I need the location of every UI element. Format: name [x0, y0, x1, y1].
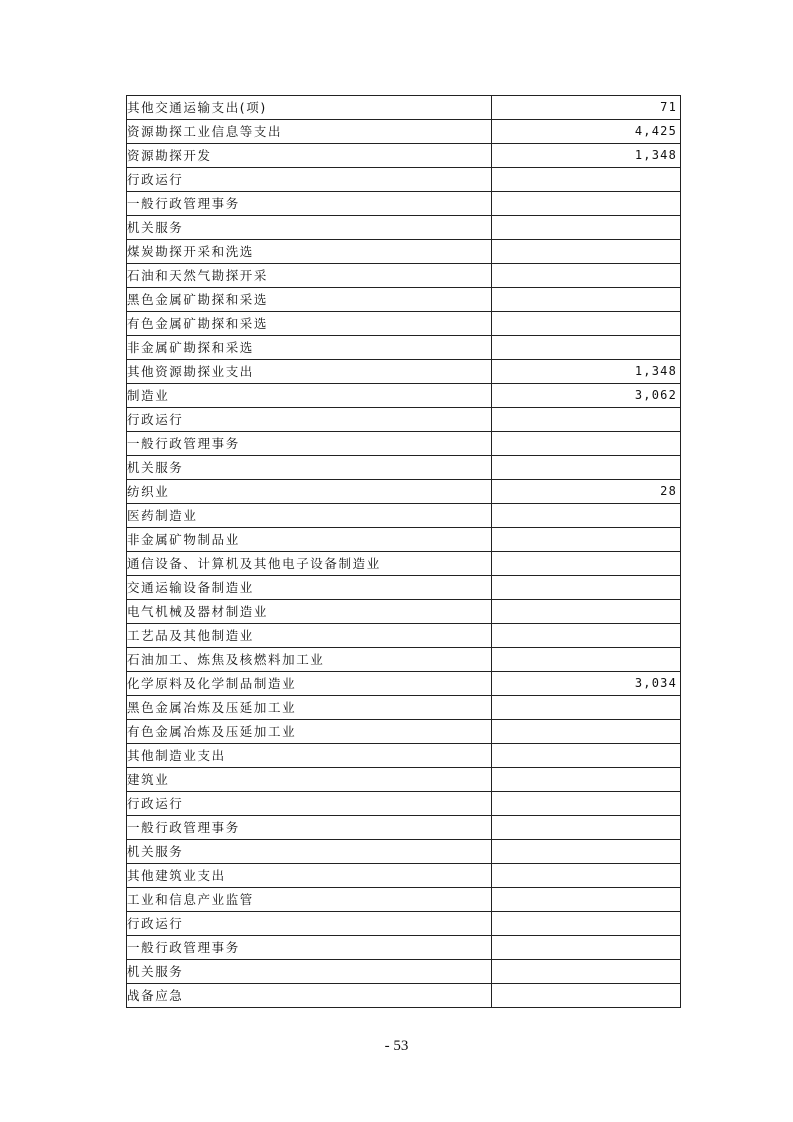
item-name-cell: 医药制造业	[127, 504, 492, 528]
budget-table	[126, 95, 681, 1008]
item-name-cell: 行政运行	[127, 792, 492, 816]
item-name-cell: 制造业	[127, 384, 492, 408]
item-value-cell	[492, 912, 681, 936]
item-name-cell: 有色金属矿勘探和采选	[127, 312, 492, 336]
item-value-cell	[492, 888, 681, 912]
item-name-cell: 通信设备、计算机及其他电子设备制造业	[127, 552, 492, 576]
table-row	[127, 648, 681, 672]
table-row	[127, 528, 681, 552]
item-value-cell	[492, 528, 681, 552]
item-value-cell: 4,425	[492, 120, 681, 144]
item-value-cell	[492, 456, 681, 480]
item-name-cell: 煤炭勘探开采和洗选	[127, 240, 492, 264]
item-name-cell: 有色金属冶炼及压延加工业	[127, 720, 492, 744]
item-value-cell	[492, 936, 681, 960]
item-name-cell: 其他资源勘探业支出	[127, 360, 492, 384]
table-row	[127, 816, 681, 840]
table-row	[127, 168, 681, 192]
item-name-cell: 一般行政管理事务	[127, 432, 492, 456]
item-value-cell	[492, 744, 681, 768]
table-row	[127, 552, 681, 576]
table-row	[127, 720, 681, 744]
table-row	[127, 384, 681, 408]
item-name-cell: 工艺品及其他制造业	[127, 624, 492, 648]
item-name-cell: 行政运行	[127, 408, 492, 432]
item-name-cell: 战备应急	[127, 984, 492, 1008]
table-row	[127, 120, 681, 144]
item-name-cell: 黑色金属冶炼及压延加工业	[127, 696, 492, 720]
table-row	[127, 936, 681, 960]
item-name-cell: 电气机械及器材制造业	[127, 600, 492, 624]
item-name-cell: 交通运输设备制造业	[127, 576, 492, 600]
item-name-cell: 非金属矿物制品业	[127, 528, 492, 552]
table-row	[127, 456, 681, 480]
item-value-cell	[492, 168, 681, 192]
item-name-cell: 行政运行	[127, 912, 492, 936]
item-value-cell	[492, 984, 681, 1008]
item-value-cell	[492, 240, 681, 264]
item-name-cell: 一般行政管理事务	[127, 192, 492, 216]
item-value-cell: 3,062	[492, 384, 681, 408]
item-name-cell: 建筑业	[127, 768, 492, 792]
table-row	[127, 576, 681, 600]
item-name-cell: 一般行政管理事务	[127, 936, 492, 960]
table-row	[127, 144, 681, 168]
item-name-cell: 资源勘探开发	[127, 144, 492, 168]
item-value-cell: 28	[492, 480, 681, 504]
table-row	[127, 768, 681, 792]
table-row	[127, 240, 681, 264]
item-value-cell: 1,348	[492, 144, 681, 168]
item-value-cell	[492, 768, 681, 792]
table-row	[127, 264, 681, 288]
table-row	[127, 912, 681, 936]
table-row	[127, 960, 681, 984]
table-row	[127, 624, 681, 648]
item-value-cell	[492, 264, 681, 288]
table-row	[127, 336, 681, 360]
item-name-cell: 其他制造业支出	[127, 744, 492, 768]
item-value-cell: 3,034	[492, 672, 681, 696]
item-value-cell	[492, 432, 681, 456]
table-row	[127, 984, 681, 1008]
table-row	[127, 96, 681, 120]
table-row	[127, 312, 681, 336]
table-row	[127, 696, 681, 720]
item-value-cell	[492, 720, 681, 744]
table-row	[127, 888, 681, 912]
item-value-cell	[492, 504, 681, 528]
item-value-cell: 71	[492, 96, 681, 120]
item-name-cell: 其他建筑业支出	[127, 864, 492, 888]
item-value-cell	[492, 864, 681, 888]
item-name-cell: 工业和信息产业监管	[127, 888, 492, 912]
table-row	[127, 672, 681, 696]
item-value-cell	[492, 840, 681, 864]
table-row	[127, 432, 681, 456]
item-name-cell: 化学原料及化学制品制造业	[127, 672, 492, 696]
item-name-cell: 其他交通运输支出(项)	[127, 96, 492, 120]
item-value-cell: 1,348	[492, 360, 681, 384]
table-row	[127, 744, 681, 768]
item-name-cell: 行政运行	[127, 168, 492, 192]
table-row	[127, 216, 681, 240]
item-value-cell	[492, 216, 681, 240]
item-value-cell	[492, 600, 681, 624]
item-value-cell	[492, 288, 681, 312]
table-row	[127, 864, 681, 888]
item-value-cell	[492, 576, 681, 600]
item-name-cell: 石油和天然气勘探开采	[127, 264, 492, 288]
item-name-cell: 机关服务	[127, 960, 492, 984]
item-value-cell	[492, 312, 681, 336]
table-row	[127, 792, 681, 816]
table-row	[127, 504, 681, 528]
item-value-cell	[492, 552, 681, 576]
item-name-cell: 机关服务	[127, 216, 492, 240]
item-value-cell	[492, 624, 681, 648]
item-value-cell	[492, 408, 681, 432]
item-name-cell: 资源勘探工业信息等支出	[127, 120, 492, 144]
table-row	[127, 360, 681, 384]
item-value-cell	[492, 192, 681, 216]
item-value-cell	[492, 696, 681, 720]
item-value-cell	[492, 336, 681, 360]
item-name-cell: 纺织业	[127, 480, 492, 504]
table-row	[127, 408, 681, 432]
page-number: - 53	[384, 1038, 409, 1054]
item-name-cell: 非金属矿勘探和采选	[127, 336, 492, 360]
table-row	[127, 600, 681, 624]
table-row	[127, 840, 681, 864]
item-value-cell	[492, 960, 681, 984]
table-body	[127, 96, 681, 1008]
item-value-cell	[492, 792, 681, 816]
item-value-cell	[492, 648, 681, 672]
item-name-cell: 机关服务	[127, 456, 492, 480]
table-row	[127, 480, 681, 504]
item-name-cell: 黑色金属矿勘探和采选	[127, 288, 492, 312]
table-row	[127, 192, 681, 216]
item-name-cell: 一般行政管理事务	[127, 816, 492, 840]
item-name-cell: 机关服务	[127, 840, 492, 864]
item-value-cell	[492, 816, 681, 840]
table-row	[127, 288, 681, 312]
item-name-cell: 石油加工、炼焦及核燃料加工业	[127, 648, 492, 672]
